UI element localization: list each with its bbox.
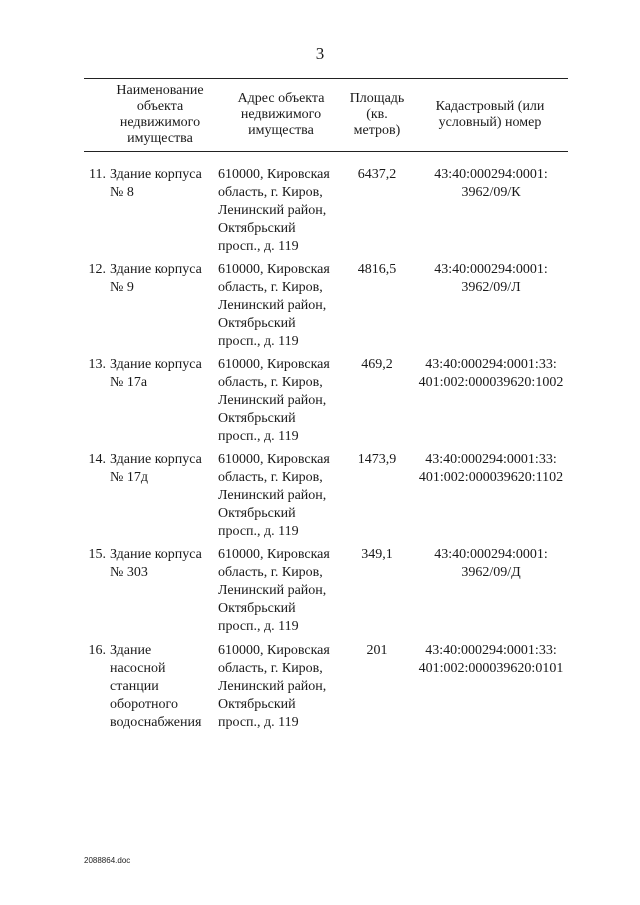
row-name: Здание корпуса № 303: [110, 547, 202, 580]
header-name-cell: Наименование объекта недвижимого имущества: [116, 83, 204, 146]
row-name: Здание корпуса № 17д: [110, 452, 202, 485]
row-name: Здание корпуса № 17а: [110, 357, 202, 390]
row-cadastral: 43:40:000294:0001: 3962/09/Д: [434, 547, 548, 580]
row-area: 349,1: [361, 547, 393, 562]
row-address: 610000, Кировская область, г. Киров, Ленинский район, Октябрьский просп., д. 119: [218, 167, 330, 254]
row-name: Здание корпуса № 8: [110, 167, 202, 200]
row-area: 469,2: [361, 357, 393, 372]
row-address: 610000, Кировская область, г. Киров, Ленинский район, Октябрьский просп., д. 119: [218, 262, 330, 349]
row-address: 610000, Кировская область, г. Киров, Ленинский район, Октябрьский просп., д. 119: [218, 357, 330, 444]
row-area: 4816,5: [357, 262, 397, 277]
header-address-cell: Адрес объекта недвижимого имущества: [237, 91, 325, 138]
row-number: 16.: [88, 643, 106, 658]
table-row: [0, 642, 640, 734]
row-cadastral: 43:40:000294:0001:33: 401:002:000039620:1102: [418, 452, 564, 485]
row-number: 13.: [88, 357, 106, 372]
row-cadastral: 43:40:000294:0001:33: 401:002:000039620:0101: [418, 643, 564, 676]
row-cadastral: 43:40:000294:0001: 3962/09/Л: [434, 262, 548, 295]
row-number: 15.: [88, 547, 106, 562]
row-number: 12.: [88, 262, 106, 277]
table-top-rule: [84, 78, 568, 79]
table-row: [0, 166, 640, 258]
header-cadastral-cell: Кадастровый (или условный) номер: [435, 99, 545, 130]
header-area-cell: Площадь (кв. метров): [349, 91, 405, 138]
row-cadastral: 43:40:000294:0001: 3962/09/К: [434, 167, 548, 200]
row-cadastral: 43:40:000294:0001:33: 401:002:000039620:1002: [418, 357, 564, 390]
row-area: 1473,9: [357, 452, 397, 467]
table-row: [0, 451, 640, 543]
row-number: 14.: [88, 452, 106, 467]
table-row: [0, 261, 640, 353]
page-number: 3: [315, 44, 325, 63]
row-address: 610000, Кировская область, г. Киров, Ленинский район, Октябрьский просп., д. 119: [218, 452, 330, 539]
table-row: [0, 356, 640, 448]
row-address: 610000, Кировская область, г. Киров, Ленинский район, Октябрьский просп., д. 119: [218, 643, 330, 730]
row-area: 201: [366, 643, 388, 658]
row-name: Здание корпуса № 9: [110, 262, 202, 295]
table-header-bottom-rule: [84, 151, 568, 152]
table-row: [0, 546, 640, 638]
row-number: 11.: [89, 167, 106, 182]
row-address: 610000, Кировская область, г. Киров, Ленинский район, Октябрьский просп., д. 119: [218, 547, 330, 634]
row-name: Здание насосной станции оборотного водоснабжения: [110, 643, 202, 730]
row-area: 6437,2: [357, 167, 397, 182]
footer-filename: 2088864.doc: [84, 856, 131, 865]
